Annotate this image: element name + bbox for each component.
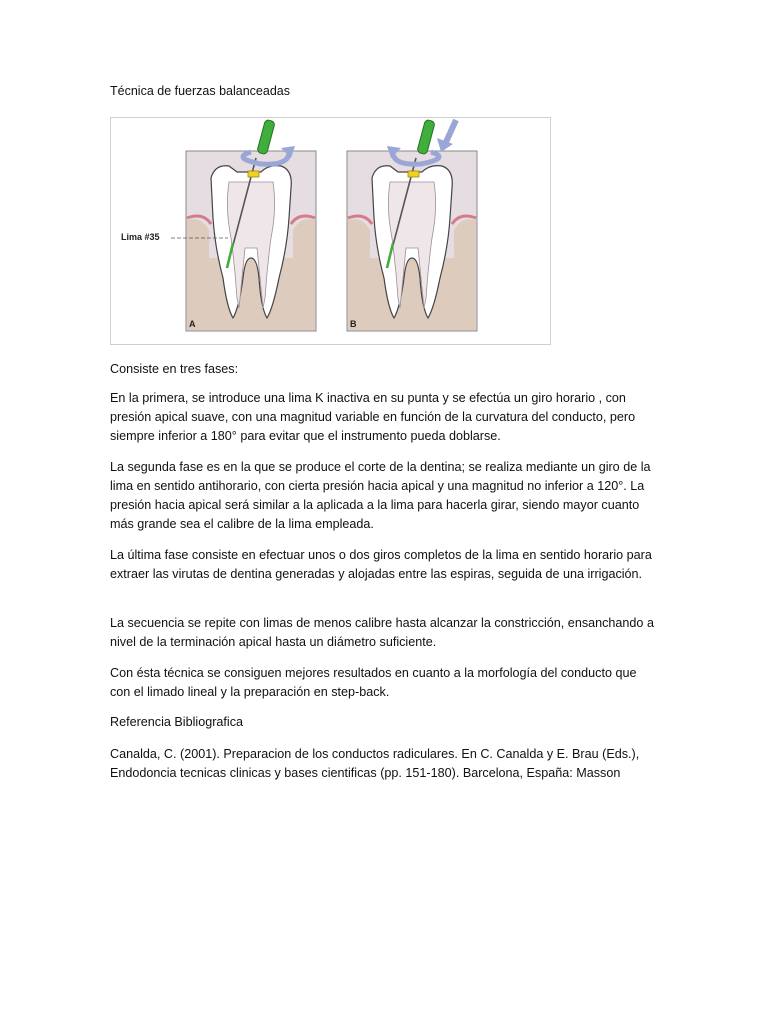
panel-b-label: B (350, 319, 357, 329)
paragraph-1: En la primera, se introduce una lima K inactiva en su punta y se efectúa un giro horario , con presión apical suave, con una magnitud variable en función de la curvatura del conducto, pero siempre inferior a 180° para evitar que el instrumento pueda doblarse. (110, 391, 636, 443)
reference-heading: Referencia Bibliografica (110, 715, 244, 729)
panel-a (121, 119, 316, 331)
panel-b (347, 119, 477, 331)
tooth-figure (110, 117, 551, 345)
paragraph-4: La secuencia se repite con limas de menos calibre hasta alcanzar la constricción, ensanchando a nivel de la terminación apical hasta un diámetro suficiente. (110, 616, 654, 649)
lima-label: Lima #35 (121, 232, 160, 242)
intro-text: Consiste en tres fases: (110, 362, 239, 376)
paragraph-2: La segunda fase es en la que se produce el corte de la dentina; se realiza mediante un giro de la lima en sentido antihorario, con cierta presión hacia apical y una magnitud no inferior a 120°. La presión hacia apical será similar a la aplicada a la lima para hacerla girar, siendo mayor cuanto más grande sea el calibre de la lima empleada. (110, 460, 651, 531)
page-title: Técnica de fuerzas balanceadas (110, 84, 290, 98)
reference-citation: Canalda, C. (2001). Preparacion de los conductos radiculares. En C. Canalda y E. Brau (Eds.), Endodoncia tecnicas clinicas y bases cientificas (pp. 151-180). Barcelona, España: Masson (110, 747, 640, 780)
paragraph-5: Con ésta técnica se consiguen mejores resultados en cuanto a la morfología del conducto que con el limado lineal y la preparación en step-back. (110, 666, 637, 699)
panel-a-label: A (189, 319, 196, 329)
paragraph-3: La última fase consiste en efectuar unos o dos giros completos de la lima en sentido horario para extraer las virutas de dentina generadas y alojadas entre las espiras, seguida de una irrigación. (110, 548, 652, 581)
